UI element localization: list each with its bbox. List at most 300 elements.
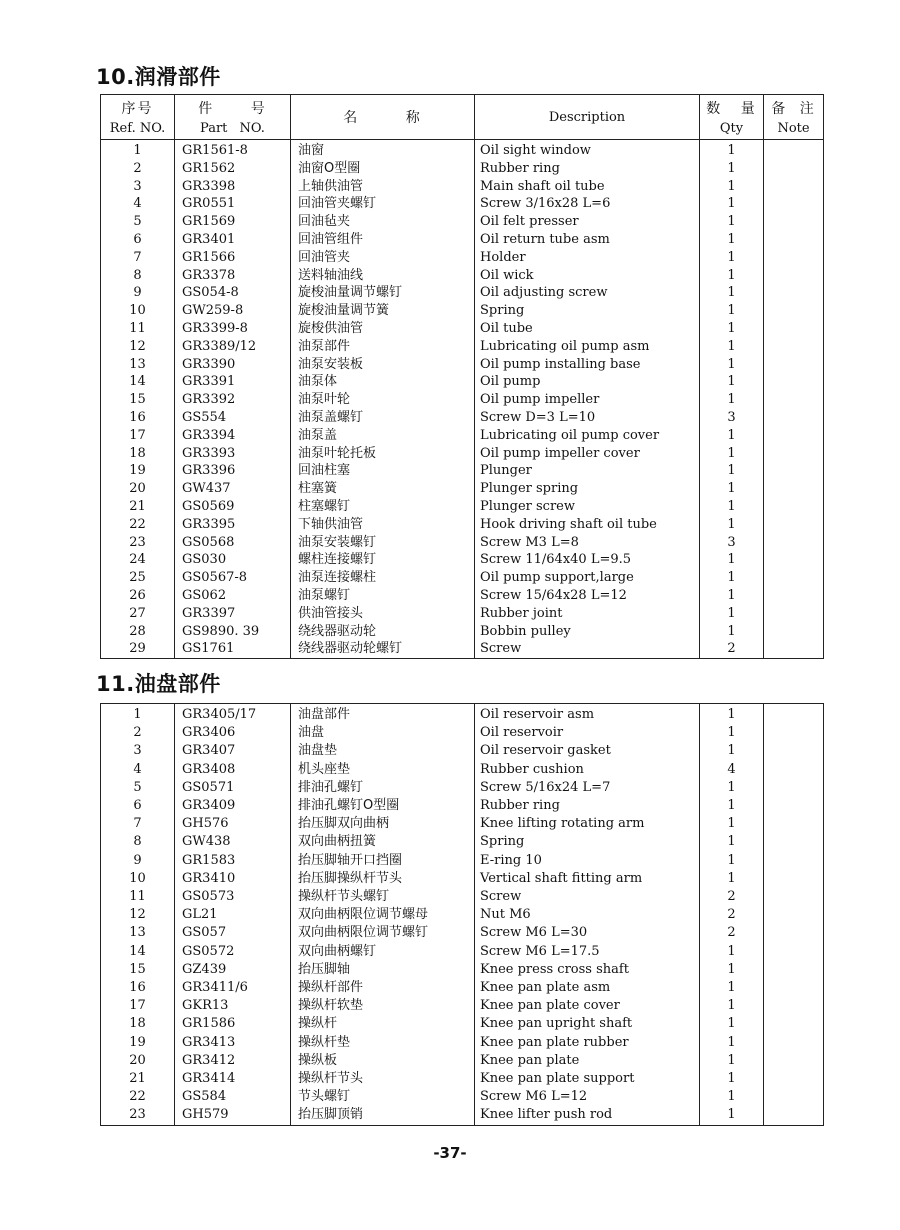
note-cell <box>764 480 824 498</box>
note-cell <box>764 569 824 587</box>
chinese-name-cell: 送料轴油线 <box>291 267 475 285</box>
ref-cell: 1 <box>101 704 175 725</box>
part-number-cell: GR3394 <box>175 427 291 445</box>
parts-table-oil-reservoir <box>100 703 824 1126</box>
chinese-name-cell: 旋梭供油管 <box>291 320 475 338</box>
chinese-name-cell: 旋梭油量调节簧 <box>291 302 475 320</box>
quantity-cell: 4 <box>700 761 764 779</box>
quantity-cell: 1 <box>700 445 764 463</box>
note-cell <box>764 888 824 906</box>
quantity-cell: 1 <box>700 427 764 445</box>
chinese-name-cell: 排油孔螺钉 <box>291 779 475 797</box>
chinese-name-cell: 操纵杆节头螺钉 <box>291 888 475 906</box>
note-cell <box>764 551 824 569</box>
part-number-cell: GR3414 <box>175 1070 291 1088</box>
description-cell: Screw 3/16x28 L=6 <box>475 195 700 213</box>
description-cell: Oil pump support,large <box>475 569 700 587</box>
quantity-cell: 1 <box>700 1070 764 1088</box>
quantity-cell: 1 <box>700 997 764 1015</box>
quantity-cell: 1 <box>700 373 764 391</box>
ref-cell: 3 <box>101 178 175 196</box>
description-cell: Screw D=3 L=10 <box>475 409 700 427</box>
part-number-cell: GR3391 <box>175 373 291 391</box>
part-number-cell: GR3413 <box>175 1034 291 1052</box>
ref-cell: 12 <box>101 906 175 924</box>
part-number-cell: GS0573 <box>175 888 291 906</box>
table-row <box>101 302 824 320</box>
chinese-name-cell: 油盘垫 <box>291 742 475 760</box>
chinese-name-cell: 柱塞螺钉 <box>291 498 475 516</box>
quantity-cell: 1 <box>700 356 764 374</box>
chinese-name-cell: 下轴供油管 <box>291 516 475 534</box>
note-cell <box>764 534 824 552</box>
note-cell <box>764 587 824 605</box>
table-row <box>101 605 824 623</box>
chinese-name-cell: 双向曲柄限位调节螺钉 <box>291 924 475 942</box>
quantity-cell: 2 <box>700 640 764 658</box>
part-number-cell: GR3401 <box>175 231 291 249</box>
ref-cell: 15 <box>101 961 175 979</box>
note-cell <box>764 195 824 213</box>
description-cell: Screw M6 L=17.5 <box>475 943 700 961</box>
ref-cell: 29 <box>101 640 175 658</box>
part-number-cell: GZ439 <box>175 961 291 979</box>
quantity-cell: 1 <box>700 569 764 587</box>
chinese-name-cell: 油泵部件 <box>291 338 475 356</box>
ref-cell: 6 <box>101 797 175 815</box>
chinese-name-cell: 供油管接头 <box>291 605 475 623</box>
part-number-cell: GR1562 <box>175 160 291 178</box>
ref-cell: 6 <box>101 231 175 249</box>
note-cell <box>764 140 824 160</box>
chinese-name-cell: 机头座垫 <box>291 761 475 779</box>
table-row <box>101 267 824 285</box>
table-row <box>101 1034 824 1052</box>
chinese-name-cell: 操纵杆部件 <box>291 979 475 997</box>
note-cell <box>764 1015 824 1033</box>
note-cell <box>764 852 824 870</box>
part-number-cell: GS0572 <box>175 943 291 961</box>
header-part: 件 号 Part NO. <box>175 95 291 140</box>
note-cell <box>764 1088 824 1106</box>
chinese-name-cell: 油泵盖 <box>291 427 475 445</box>
part-number-cell: GR1566 <box>175 249 291 267</box>
chinese-name-cell: 回油管夹 <box>291 249 475 267</box>
part-number-cell: GR3397 <box>175 605 291 623</box>
note-cell <box>764 1106 824 1125</box>
table-row <box>101 852 824 870</box>
table-row <box>101 231 824 249</box>
ref-cell: 21 <box>101 1070 175 1088</box>
table-row <box>101 779 824 797</box>
chinese-name-cell: 操纵板 <box>291 1052 475 1070</box>
part-number-cell: GS0571 <box>175 779 291 797</box>
quantity-cell: 1 <box>700 1034 764 1052</box>
part-number-cell: GS057 <box>175 924 291 942</box>
quantity-cell: 2 <box>700 924 764 942</box>
part-number-cell: GKR13 <box>175 997 291 1015</box>
part-number-cell: GR1586 <box>175 1015 291 1033</box>
description-cell: Nut M6 <box>475 906 700 924</box>
note-cell <box>764 356 824 374</box>
chinese-name-cell: 操纵杆软垫 <box>291 997 475 1015</box>
note-cell <box>764 160 824 178</box>
ref-cell: 19 <box>101 462 175 480</box>
table-row <box>101 320 824 338</box>
table-row <box>101 587 824 605</box>
table-row <box>101 213 824 231</box>
chinese-name-cell: 油泵叶轮 <box>291 391 475 409</box>
chinese-name-cell: 双向曲柄限位调节螺母 <box>291 906 475 924</box>
ref-cell: 24 <box>101 551 175 569</box>
table-row <box>101 391 824 409</box>
description-cell: Plunger <box>475 462 700 480</box>
description-cell: Screw <box>475 640 700 658</box>
table-row <box>101 833 824 851</box>
note-cell <box>764 462 824 480</box>
description-cell: Oil reservoir asm <box>475 704 700 725</box>
description-cell: Rubber ring <box>475 797 700 815</box>
ref-cell: 16 <box>101 979 175 997</box>
ref-cell: 1 <box>101 140 175 160</box>
note-cell <box>764 997 824 1015</box>
chinese-name-cell: 操纵杆 <box>291 1015 475 1033</box>
quantity-cell: 1 <box>700 249 764 267</box>
ref-cell: 4 <box>101 195 175 213</box>
quantity-cell: 1 <box>700 797 764 815</box>
note-cell <box>764 338 824 356</box>
part-number-cell: GS054-8 <box>175 284 291 302</box>
description-cell: Screw 15/64x28 L=12 <box>475 587 700 605</box>
quantity-cell: 1 <box>700 961 764 979</box>
chinese-name-cell: 上轴供油管 <box>291 178 475 196</box>
table-row <box>101 516 824 534</box>
ref-cell: 8 <box>101 833 175 851</box>
table-row <box>101 498 824 516</box>
note-cell <box>764 779 824 797</box>
table-row <box>101 249 824 267</box>
table-row <box>101 979 824 997</box>
header-ref: 序号 Ref. NO. <box>101 95 175 140</box>
part-number-cell: GR3392 <box>175 391 291 409</box>
part-number-cell: GR3407 <box>175 742 291 760</box>
table-row <box>101 623 824 641</box>
quantity-cell: 1 <box>700 391 764 409</box>
ref-cell: 23 <box>101 1106 175 1125</box>
note-cell <box>764 742 824 760</box>
note-cell <box>764 302 824 320</box>
part-number-cell: GR3406 <box>175 724 291 742</box>
note-cell <box>764 1070 824 1088</box>
chinese-name-cell: 柱塞簧 <box>291 480 475 498</box>
description-cell: Vertical shaft fitting arm <box>475 870 700 888</box>
note-cell <box>764 231 824 249</box>
chinese-name-cell: 抬压脚双向曲柄 <box>291 815 475 833</box>
ref-cell: 26 <box>101 587 175 605</box>
description-cell: Screw M3 L=8 <box>475 534 700 552</box>
quantity-cell: 2 <box>700 906 764 924</box>
part-number-cell: GR3398 <box>175 178 291 196</box>
quantity-cell: 1 <box>700 943 764 961</box>
table-row <box>101 445 824 463</box>
description-cell: Oil pump <box>475 373 700 391</box>
note-cell <box>764 605 824 623</box>
note-cell <box>764 213 824 231</box>
table-row <box>101 924 824 942</box>
description-cell: Oil pump impeller <box>475 391 700 409</box>
ref-cell: 18 <box>101 445 175 463</box>
description-cell: Knee pan plate asm <box>475 979 700 997</box>
header-description: Description <box>475 95 700 140</box>
description-cell: Oil reservoir <box>475 724 700 742</box>
chinese-name-cell: 抬压脚轴开口挡圈 <box>291 852 475 870</box>
chinese-name-cell: 排油孔螺钉O型圈 <box>291 797 475 815</box>
chinese-name-cell: 操纵杆节头 <box>291 1070 475 1088</box>
description-cell: Plunger spring <box>475 480 700 498</box>
quantity-cell: 1 <box>700 1052 764 1070</box>
table-row <box>101 888 824 906</box>
part-number-cell: GR3393 <box>175 445 291 463</box>
quantity-cell: 1 <box>700 195 764 213</box>
quantity-cell: 1 <box>700 870 764 888</box>
note-cell <box>764 906 824 924</box>
chinese-name-cell: 抬压脚操纵杆节头 <box>291 870 475 888</box>
table-row <box>101 815 824 833</box>
table-row <box>101 943 824 961</box>
quantity-cell: 1 <box>700 779 764 797</box>
part-number-cell: GW438 <box>175 833 291 851</box>
part-number-cell: GS554 <box>175 409 291 427</box>
quantity-cell: 2 <box>700 888 764 906</box>
description-cell: Screw M6 L=30 <box>475 924 700 942</box>
ref-cell: 28 <box>101 623 175 641</box>
part-number-cell: GR3395 <box>175 516 291 534</box>
part-number-cell: GS0568 <box>175 534 291 552</box>
chinese-name-cell: 回油管夹螺钉 <box>291 195 475 213</box>
chinese-name-cell: 抬压脚顶销 <box>291 1106 475 1125</box>
ref-cell: 22 <box>101 1088 175 1106</box>
table-row <box>101 1015 824 1033</box>
note-cell <box>764 516 824 534</box>
description-cell: Rubber ring <box>475 160 700 178</box>
table-row <box>101 356 824 374</box>
table-row <box>101 961 824 979</box>
table-row <box>101 870 824 888</box>
ref-cell: 20 <box>101 480 175 498</box>
table-row <box>101 997 824 1015</box>
table-row <box>101 284 824 302</box>
chinese-name-cell: 回油管组件 <box>291 231 475 249</box>
quantity-cell: 1 <box>700 516 764 534</box>
description-cell: Knee lifter push rod <box>475 1106 700 1125</box>
note-cell <box>764 320 824 338</box>
quantity-cell: 1 <box>700 498 764 516</box>
description-cell: Screw M6 L=12 <box>475 1088 700 1106</box>
part-number-cell: GR3390 <box>175 356 291 374</box>
table-row <box>101 551 824 569</box>
ref-cell: 19 <box>101 1034 175 1052</box>
description-cell: E-ring 10 <box>475 852 700 870</box>
description-cell: Knee lifting rotating arm <box>475 815 700 833</box>
chinese-name-cell: 油盘部件 <box>291 704 475 725</box>
ref-cell: 13 <box>101 356 175 374</box>
quantity-cell: 1 <box>700 462 764 480</box>
chinese-name-cell: 节头螺钉 <box>291 1088 475 1106</box>
description-cell: Lubricating oil pump cover <box>475 427 700 445</box>
table-row <box>101 906 824 924</box>
part-number-cell: GR3409 <box>175 797 291 815</box>
ref-cell: 10 <box>101 870 175 888</box>
page-number: -37- <box>433 1144 467 1162</box>
quantity-cell: 1 <box>700 815 764 833</box>
part-number-cell: GS0569 <box>175 498 291 516</box>
ref-cell: 20 <box>101 1052 175 1070</box>
quantity-cell: 1 <box>700 213 764 231</box>
part-number-cell: GH576 <box>175 815 291 833</box>
part-number-cell: GW259-8 <box>175 302 291 320</box>
part-number-cell: GS0567-8 <box>175 569 291 587</box>
quantity-cell: 1 <box>700 704 764 725</box>
description-cell: Hook driving shaft oil tube <box>475 516 700 534</box>
table-row <box>101 338 824 356</box>
header-name: 名 称 <box>291 95 475 140</box>
quantity-cell: 1 <box>700 302 764 320</box>
parts-table-lubrication <box>100 94 824 659</box>
ref-cell: 12 <box>101 338 175 356</box>
part-number-cell: GR3378 <box>175 267 291 285</box>
ref-cell: 13 <box>101 924 175 942</box>
part-number-cell: GS062 <box>175 587 291 605</box>
description-cell: Oil pump impeller cover <box>475 445 700 463</box>
ref-cell: 11 <box>101 888 175 906</box>
note-cell <box>764 640 824 658</box>
chinese-name-cell: 双向曲柄螺钉 <box>291 943 475 961</box>
ref-cell: 5 <box>101 213 175 231</box>
chinese-name-cell: 旋梭油量调节螺钉 <box>291 284 475 302</box>
table-row <box>101 1106 824 1125</box>
ref-cell: 18 <box>101 1015 175 1033</box>
quantity-cell: 1 <box>700 623 764 641</box>
part-number-cell: GS584 <box>175 1088 291 1106</box>
table-row <box>101 1070 824 1088</box>
table-row <box>101 704 824 725</box>
part-number-cell: GR3389/12 <box>175 338 291 356</box>
description-cell: Oil tube <box>475 320 700 338</box>
ref-cell: 23 <box>101 534 175 552</box>
note-cell <box>764 1034 824 1052</box>
part-number-cell: GL21 <box>175 906 291 924</box>
quantity-cell: 1 <box>700 284 764 302</box>
table-row <box>101 178 824 196</box>
ref-cell: 9 <box>101 284 175 302</box>
quantity-cell: 1 <box>700 231 764 249</box>
note-cell <box>764 409 824 427</box>
ref-cell: 2 <box>101 160 175 178</box>
description-cell: Oil felt presser <box>475 213 700 231</box>
quantity-cell: 1 <box>700 1106 764 1125</box>
ref-cell: 14 <box>101 943 175 961</box>
table-row <box>101 427 824 445</box>
description-cell: Oil pump installing base <box>475 356 700 374</box>
ref-cell: 14 <box>101 373 175 391</box>
quantity-cell: 1 <box>700 178 764 196</box>
table-row <box>101 195 824 213</box>
note-cell <box>764 943 824 961</box>
note-cell <box>764 373 824 391</box>
quantity-cell: 1 <box>700 1015 764 1033</box>
note-cell <box>764 961 824 979</box>
note-cell <box>764 445 824 463</box>
ref-cell: 8 <box>101 267 175 285</box>
description-cell: Knee press cross shaft <box>475 961 700 979</box>
chinese-name-cell: 回油毡夹 <box>291 213 475 231</box>
note-cell <box>764 427 824 445</box>
chinese-name-cell: 双向曲柄扭簧 <box>291 833 475 851</box>
quantity-cell: 1 <box>700 160 764 178</box>
part-number-cell: GS030 <box>175 551 291 569</box>
description-cell: Oil adjusting screw <box>475 284 700 302</box>
description-cell: Rubber cushion <box>475 761 700 779</box>
quantity-cell: 1 <box>700 852 764 870</box>
description-cell: Spring <box>475 302 700 320</box>
description-cell: Knee pan plate support <box>475 1070 700 1088</box>
table-row <box>101 160 824 178</box>
quantity-cell: 1 <box>700 979 764 997</box>
quantity-cell: 1 <box>700 320 764 338</box>
part-number-cell: GR3399-8 <box>175 320 291 338</box>
section-title-oil-reservoir: 11.油盘部件 <box>96 672 221 696</box>
ref-cell: 10 <box>101 302 175 320</box>
part-number-cell: GR1583 <box>175 852 291 870</box>
quantity-cell: 1 <box>700 742 764 760</box>
table-row <box>101 409 824 427</box>
note-cell <box>764 761 824 779</box>
table-row <box>101 373 824 391</box>
note-cell <box>764 498 824 516</box>
table-row <box>101 480 824 498</box>
header-qty: 数 量 Qty <box>700 95 764 140</box>
ref-cell: 22 <box>101 516 175 534</box>
description-cell: Oil return tube asm <box>475 231 700 249</box>
table-row <box>101 140 824 160</box>
description-cell: Knee pan plate cover <box>475 997 700 1015</box>
ref-cell: 7 <box>101 815 175 833</box>
quantity-cell: 1 <box>700 605 764 623</box>
chinese-name-cell: 绕线器驱动轮 <box>291 623 475 641</box>
table-header-row <box>101 95 824 140</box>
quantity-cell: 1 <box>700 338 764 356</box>
description-cell: Plunger screw <box>475 498 700 516</box>
note-cell <box>764 979 824 997</box>
part-number-cell: GS1761 <box>175 640 291 658</box>
description-cell: Oil wick <box>475 267 700 285</box>
table-row <box>101 797 824 815</box>
description-cell: Knee pan plate rubber <box>475 1034 700 1052</box>
note-cell <box>764 623 824 641</box>
quantity-cell: 3 <box>700 409 764 427</box>
table-row <box>101 1052 824 1070</box>
parts-table-body-oil-reservoir <box>101 704 824 1126</box>
ref-cell: 5 <box>101 779 175 797</box>
parts-table-body-lubrication <box>101 140 824 659</box>
table-row <box>101 742 824 760</box>
chinese-name-cell: 油盘 <box>291 724 475 742</box>
note-cell <box>764 267 824 285</box>
chinese-name-cell: 绕线器驱动轮螺钉 <box>291 640 475 658</box>
ref-cell: 17 <box>101 427 175 445</box>
chinese-name-cell: 油泵叶轮托板 <box>291 445 475 463</box>
quantity-cell: 1 <box>700 480 764 498</box>
